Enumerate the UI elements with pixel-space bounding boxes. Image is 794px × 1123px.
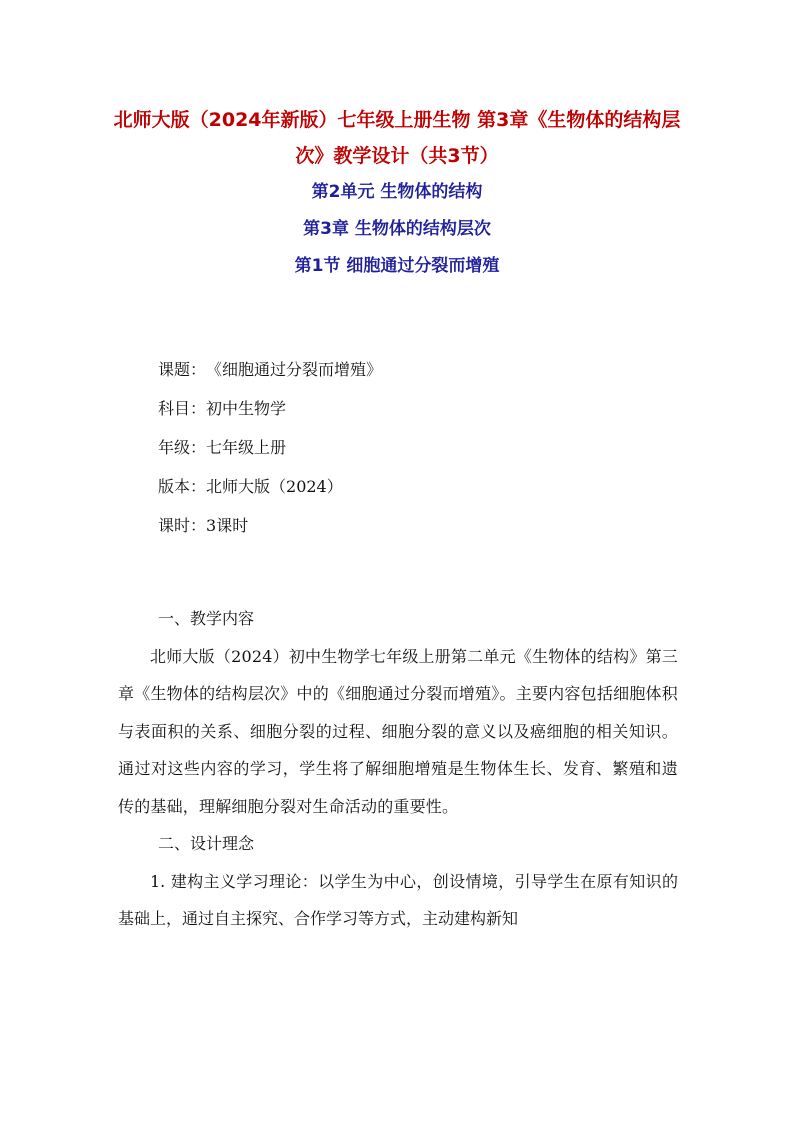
meta-edition [158, 467, 382, 506]
title-block [104, 102, 690, 285]
unit-heading: 第2单元 生物体的结构 [311, 182, 483, 202]
meta-value: 3课时 [206, 516, 249, 535]
section-paragraph-philosophy: 1. 建构主义学习理论：以学生为中心，创设情境，引导学生在原有知识的基础上，通过自主探究、合作学习等方式，主动建构新知 [118, 871, 678, 928]
chapter-heading: 第3章 生物体的结构层次 [303, 219, 491, 239]
meta-label: 年级： [158, 438, 207, 457]
meta-label: 课时： [158, 516, 207, 535]
document-title: 北师大版（2024年新版）七年级上册生物 第3章《生物体的结构层次》教学设计（共3节） [113, 109, 681, 167]
meta-value: 北师大版（2024） [206, 477, 343, 496]
document-body [118, 600, 678, 938]
meta-label: 科目： [158, 399, 207, 418]
meta-periods [158, 506, 382, 545]
section-heading-philosophy: 二、设计理念 [158, 834, 255, 853]
lesson-meta [158, 350, 382, 545]
meta-value: 七年级上册 [206, 438, 287, 457]
meta-label: 课题： [158, 360, 207, 379]
meta-subject [158, 389, 382, 428]
meta-grade [158, 428, 382, 467]
section-paragraph-content: 北师大版（2024）初中生物学七年级上册第二单元《生物体的结构》第三章《生物体的结构层次》中的《细胞通过分裂而增殖》。主要内容包括细胞体积与表面积的关系、细胞分裂的过程、细胞分裂的意义以及癌细胞的相关知识。通过对这些内容的学习，学生将了解细胞增殖是生物体生长、发育、繁殖和遗传的基础，理解细胞分裂对生命活动的重要性。 [118, 646, 678, 816]
section-heading-content: 一、教学内容 [158, 609, 255, 628]
meta-label: 版本： [158, 477, 207, 496]
meta-value: 初中生物学 [206, 399, 287, 418]
meta-topic [158, 350, 382, 389]
meta-value: 《细胞通过分裂而增殖》 [206, 360, 383, 379]
section-heading: 第1节 细胞通过分裂而增殖 [294, 256, 500, 276]
